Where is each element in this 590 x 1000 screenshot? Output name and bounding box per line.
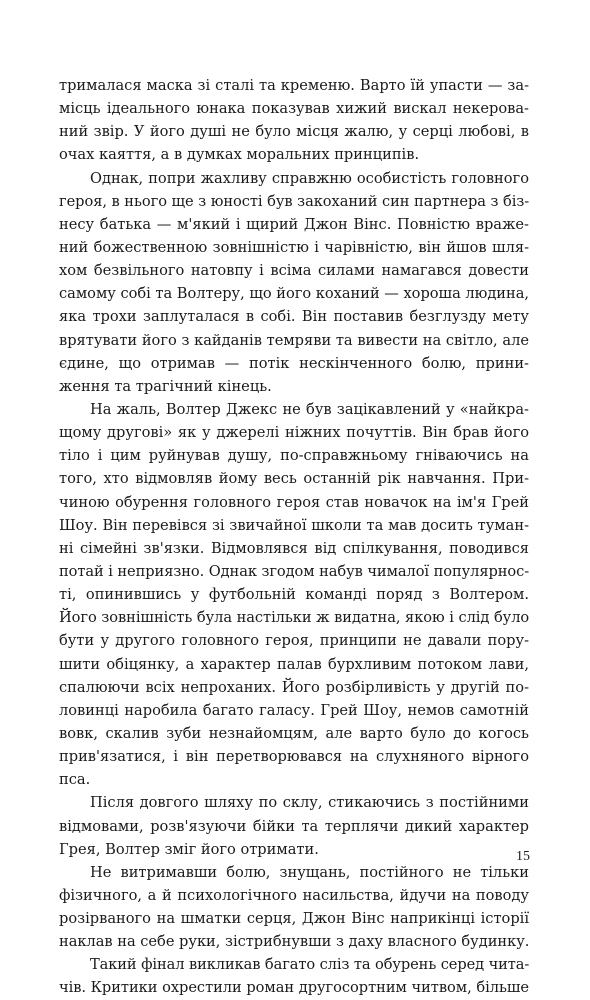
text-line: врятувати його з кайданів темряви та вивести на світло, але bbox=[59, 331, 529, 349]
text-line: самому собі та Волтеру, що його коханий — хороша людина, bbox=[59, 285, 530, 303]
page-number: 15 bbox=[516, 849, 530, 864]
text-line: трималася маска зі сталі та кременю. Варто їй упасти — за- bbox=[59, 77, 529, 94]
text-line: Грея, Волтер зміг його отримати. bbox=[59, 840, 319, 858]
text-line: розірваного на шматки серця, Джон Вінс наприкінці історії bbox=[59, 910, 529, 928]
text-line: На жаль, Волтер Джекс не був зацікавлений у «найкра- bbox=[90, 400, 529, 418]
body-text bbox=[59, 74, 529, 1000]
text-line: наклав на себе руки, зістрибнувши з даху власного будинку. bbox=[59, 933, 530, 951]
paragraph bbox=[59, 398, 529, 791]
text-line: ний божественною зовнішністю і чарівністю, він йшов шля- bbox=[59, 238, 529, 256]
paragraph bbox=[59, 74, 529, 167]
text-line: яка трохи заплуталася в собі. Він поставив безглузду мету bbox=[59, 308, 529, 326]
text-line: Після довгого шляху по склу, стикаючись з постійними bbox=[90, 794, 529, 812]
text-line: Його зовнішність була настільки ж видатна, якою і слід було bbox=[59, 609, 530, 627]
text-line: потай і неприязно. Однак згодом набув чималої популярнос- bbox=[59, 562, 530, 580]
text-line: пса. bbox=[59, 771, 91, 789]
paragraph bbox=[59, 791, 529, 860]
text-line: хом безвільного натовпу і всіма силами намагався довести bbox=[59, 262, 529, 280]
text-line: прив'язатися, і він перетворювався на слухняного вірного bbox=[59, 748, 529, 766]
text-line: Шоу. Він перевівся зі звичайної школи та мав досить туман- bbox=[59, 516, 529, 534]
text-line: ний звір. У його душі не було місця жалю, у серці любові, в bbox=[59, 123, 529, 141]
paragraph bbox=[59, 953, 529, 999]
text-line: бути у другого головного героя, принципи не давали пору- bbox=[59, 632, 529, 650]
text-line: Такий фінал викликав багато сліз та обурень серед чита- bbox=[90, 956, 530, 974]
text-line: фізичного, а й психологічного насильства, йдучи на поводу bbox=[59, 886, 529, 904]
text-line: ловинці наробила багато галасу. Грей Шоу, немов самотній bbox=[59, 701, 529, 719]
text-line: вовк, скалив зуби незнайомцям, але варто було до когось bbox=[59, 724, 529, 742]
text-line: місць ідеального юнака показував хижий вискал некерова- bbox=[59, 100, 529, 118]
text-line: відмовами, розв'язуючи бійки та терплячи дикий характер bbox=[59, 817, 529, 835]
text-line: очах каяття, а в думках моральних принципів. bbox=[59, 146, 420, 164]
text-line: несу батька — м'який і щирий Джон Вінс. Повністю враже- bbox=[59, 215, 529, 233]
text-line: ті, опинившись у футбольній команді поряд з Волтером. bbox=[59, 586, 529, 604]
text-line: чів. Критики охрестили роман другосортним читвом, більше bbox=[59, 979, 529, 997]
text-line: ження та трагічний кінець. bbox=[59, 377, 272, 395]
paragraph bbox=[59, 861, 529, 954]
text-line: героя, в нього ще з юності був закоханий син партнера з біз- bbox=[59, 192, 530, 210]
text-line: Не витримавши болю, знущань, постійного не тільки bbox=[90, 863, 529, 881]
text-line: ні сімейні зв'язки. Відмовлявся від спілкування, поводився bbox=[59, 539, 529, 557]
text-line: щому другові» як у джерелі ніжних почуттів. Він брав його bbox=[59, 424, 529, 442]
text-line: тіло і цим руйнував душу, по-справжньому гніваючись на bbox=[59, 447, 529, 465]
text-line: шити обіцянку, а характер палав бурхливим потоком лави, bbox=[59, 655, 529, 673]
text-line: єдине, що отримав — потік нескінченного болю, прини- bbox=[59, 354, 529, 372]
text-line: спалюючи всіх непроханих. Його розбірливість у другій по- bbox=[59, 678, 529, 696]
text-line: Однак, попри жахливу справжню особистість головного bbox=[90, 169, 529, 187]
paragraph bbox=[59, 167, 529, 398]
text-line: чиною обурення головного героя став новачок на ім'я Грей bbox=[59, 493, 529, 511]
text-line: того, хто відмовляв йому весь останній рік навчання. При- bbox=[59, 470, 529, 488]
